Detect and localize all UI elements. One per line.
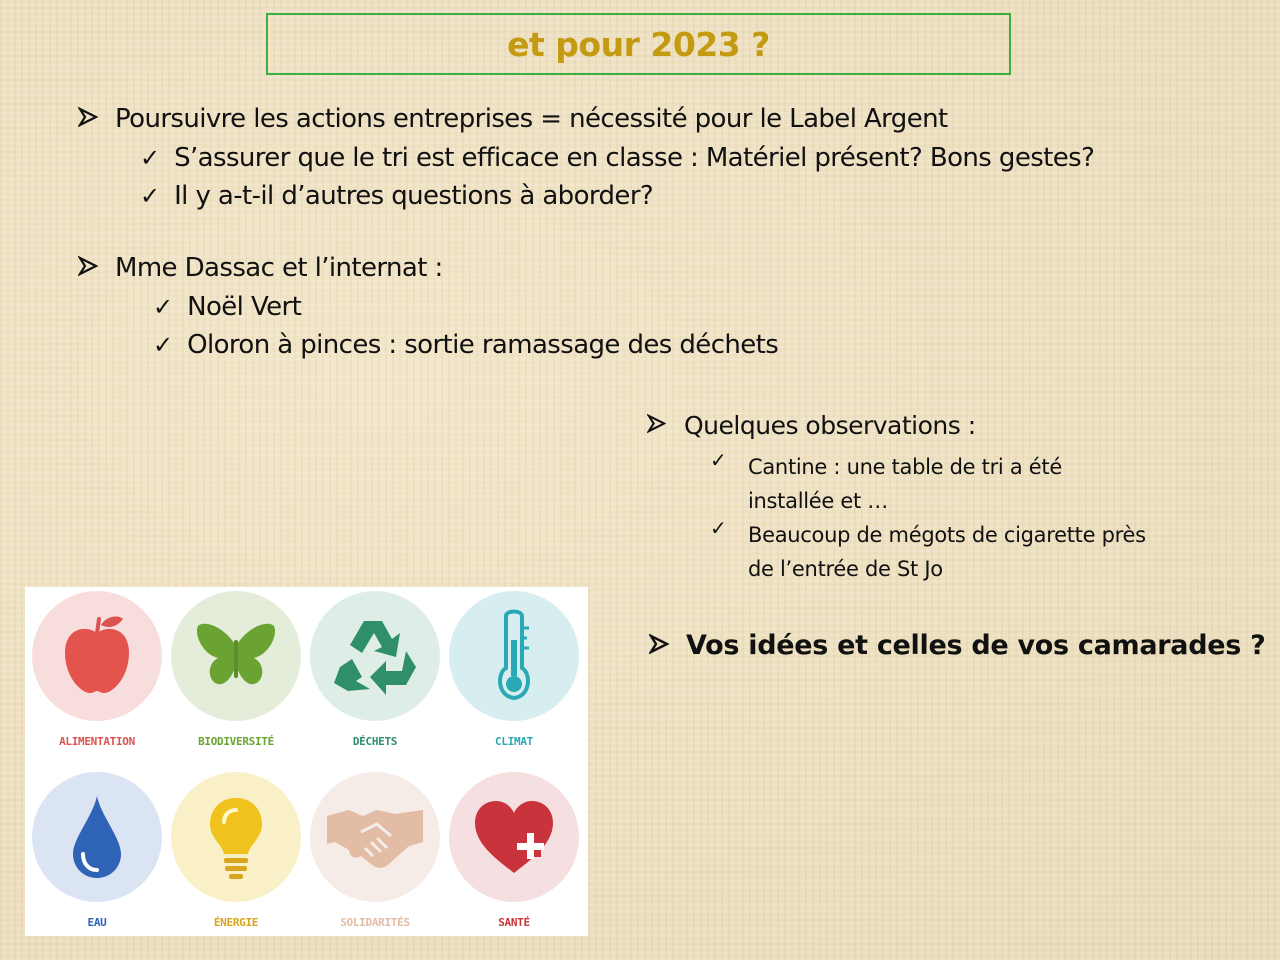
apple-icon — [32, 591, 162, 721]
theme-dechets — [305, 591, 445, 761]
handshake-icon — [310, 772, 440, 902]
theme-sante — [444, 772, 584, 942]
theme-label: CLIMAT — [495, 735, 533, 748]
section-2-item-2-text: Oloron à pinces : sortie ramassage des déchets — [187, 330, 779, 360]
check-icon: ✓ — [153, 331, 174, 359]
theme-energie — [166, 772, 306, 942]
theme-label: EAU — [87, 916, 107, 929]
theme-label: SANTÉ — [498, 916, 530, 929]
theme-label: SOLIDARITÉS — [340, 916, 410, 929]
section-2-text: Mme Dassac et l’internat : — [115, 253, 443, 283]
section-3-item-1-line-1: Cantine : une table de tri a été — [748, 455, 1062, 479]
page-title: et pour 2023 ? — [507, 24, 770, 64]
butterfly-icon — [171, 591, 301, 721]
theme-label: ALIMENTATION — [59, 735, 135, 748]
section-4-text: Vos idées et celles de vos camarades ? — [686, 630, 1266, 661]
section-2-item-1-text: Noël Vert — [187, 292, 302, 322]
theme-alimentation — [27, 591, 167, 761]
check-icon: ✓ — [153, 293, 174, 321]
section-1-item-1 — [140, 143, 1094, 173]
arrow-bullet-icon — [78, 107, 106, 131]
check-icon: ✓ — [710, 516, 727, 540]
title-box — [266, 13, 1011, 75]
check-icon: ✓ — [710, 448, 727, 472]
themes-icon-panel — [25, 587, 588, 936]
theme-eau — [27, 772, 167, 942]
water-drop-icon — [32, 772, 162, 902]
bullet-section-4 — [649, 630, 1266, 661]
bullet-section-1 — [78, 104, 948, 134]
check-icon: ✓ — [140, 144, 161, 172]
theme-label: ÉNERGIE — [213, 916, 259, 929]
bullet-section-3 — [647, 411, 976, 440]
theme-solidarites — [305, 772, 445, 942]
heart-cross-icon — [449, 772, 579, 902]
arrow-bullet-icon — [78, 256, 106, 280]
section-1-item-2 — [140, 181, 653, 211]
check-icon: ✓ — [140, 182, 161, 210]
section-1-text: Poursuivre les actions entreprises = nécessité pour le Label Argent — [115, 104, 948, 134]
theme-climat — [444, 591, 584, 761]
recycle-icon — [310, 591, 440, 721]
theme-biodiversite — [166, 591, 306, 761]
light-bulb-icon — [171, 772, 301, 902]
section-3-item-1-line-2: installée et … — [748, 489, 889, 513]
bullet-section-2 — [78, 253, 443, 283]
theme-label: DÉCHETS — [352, 735, 398, 748]
section-1-item-1-text: S’assurer que le tri est efficace en classe : Matériel présent? Bons gestes? — [174, 143, 1095, 173]
theme-label: BIODIVERSITÉ — [198, 735, 274, 748]
arrow-bullet-icon — [649, 634, 675, 658]
section-3-item-2-line-2: de l’entrée de St Jo — [748, 557, 943, 581]
section-3-item-2-line-1: Beaucoup de mégots de cigarette près — [748, 523, 1146, 547]
section-1-item-2-text: Il y a-t-il d’autres questions à aborder? — [174, 181, 654, 211]
section-2-item-2 — [153, 330, 778, 360]
arrow-bullet-icon — [647, 414, 673, 437]
thermometer-icon — [449, 591, 579, 721]
section-2-item-1 — [153, 292, 301, 322]
section-3-text: Quelques observations : — [684, 411, 976, 440]
